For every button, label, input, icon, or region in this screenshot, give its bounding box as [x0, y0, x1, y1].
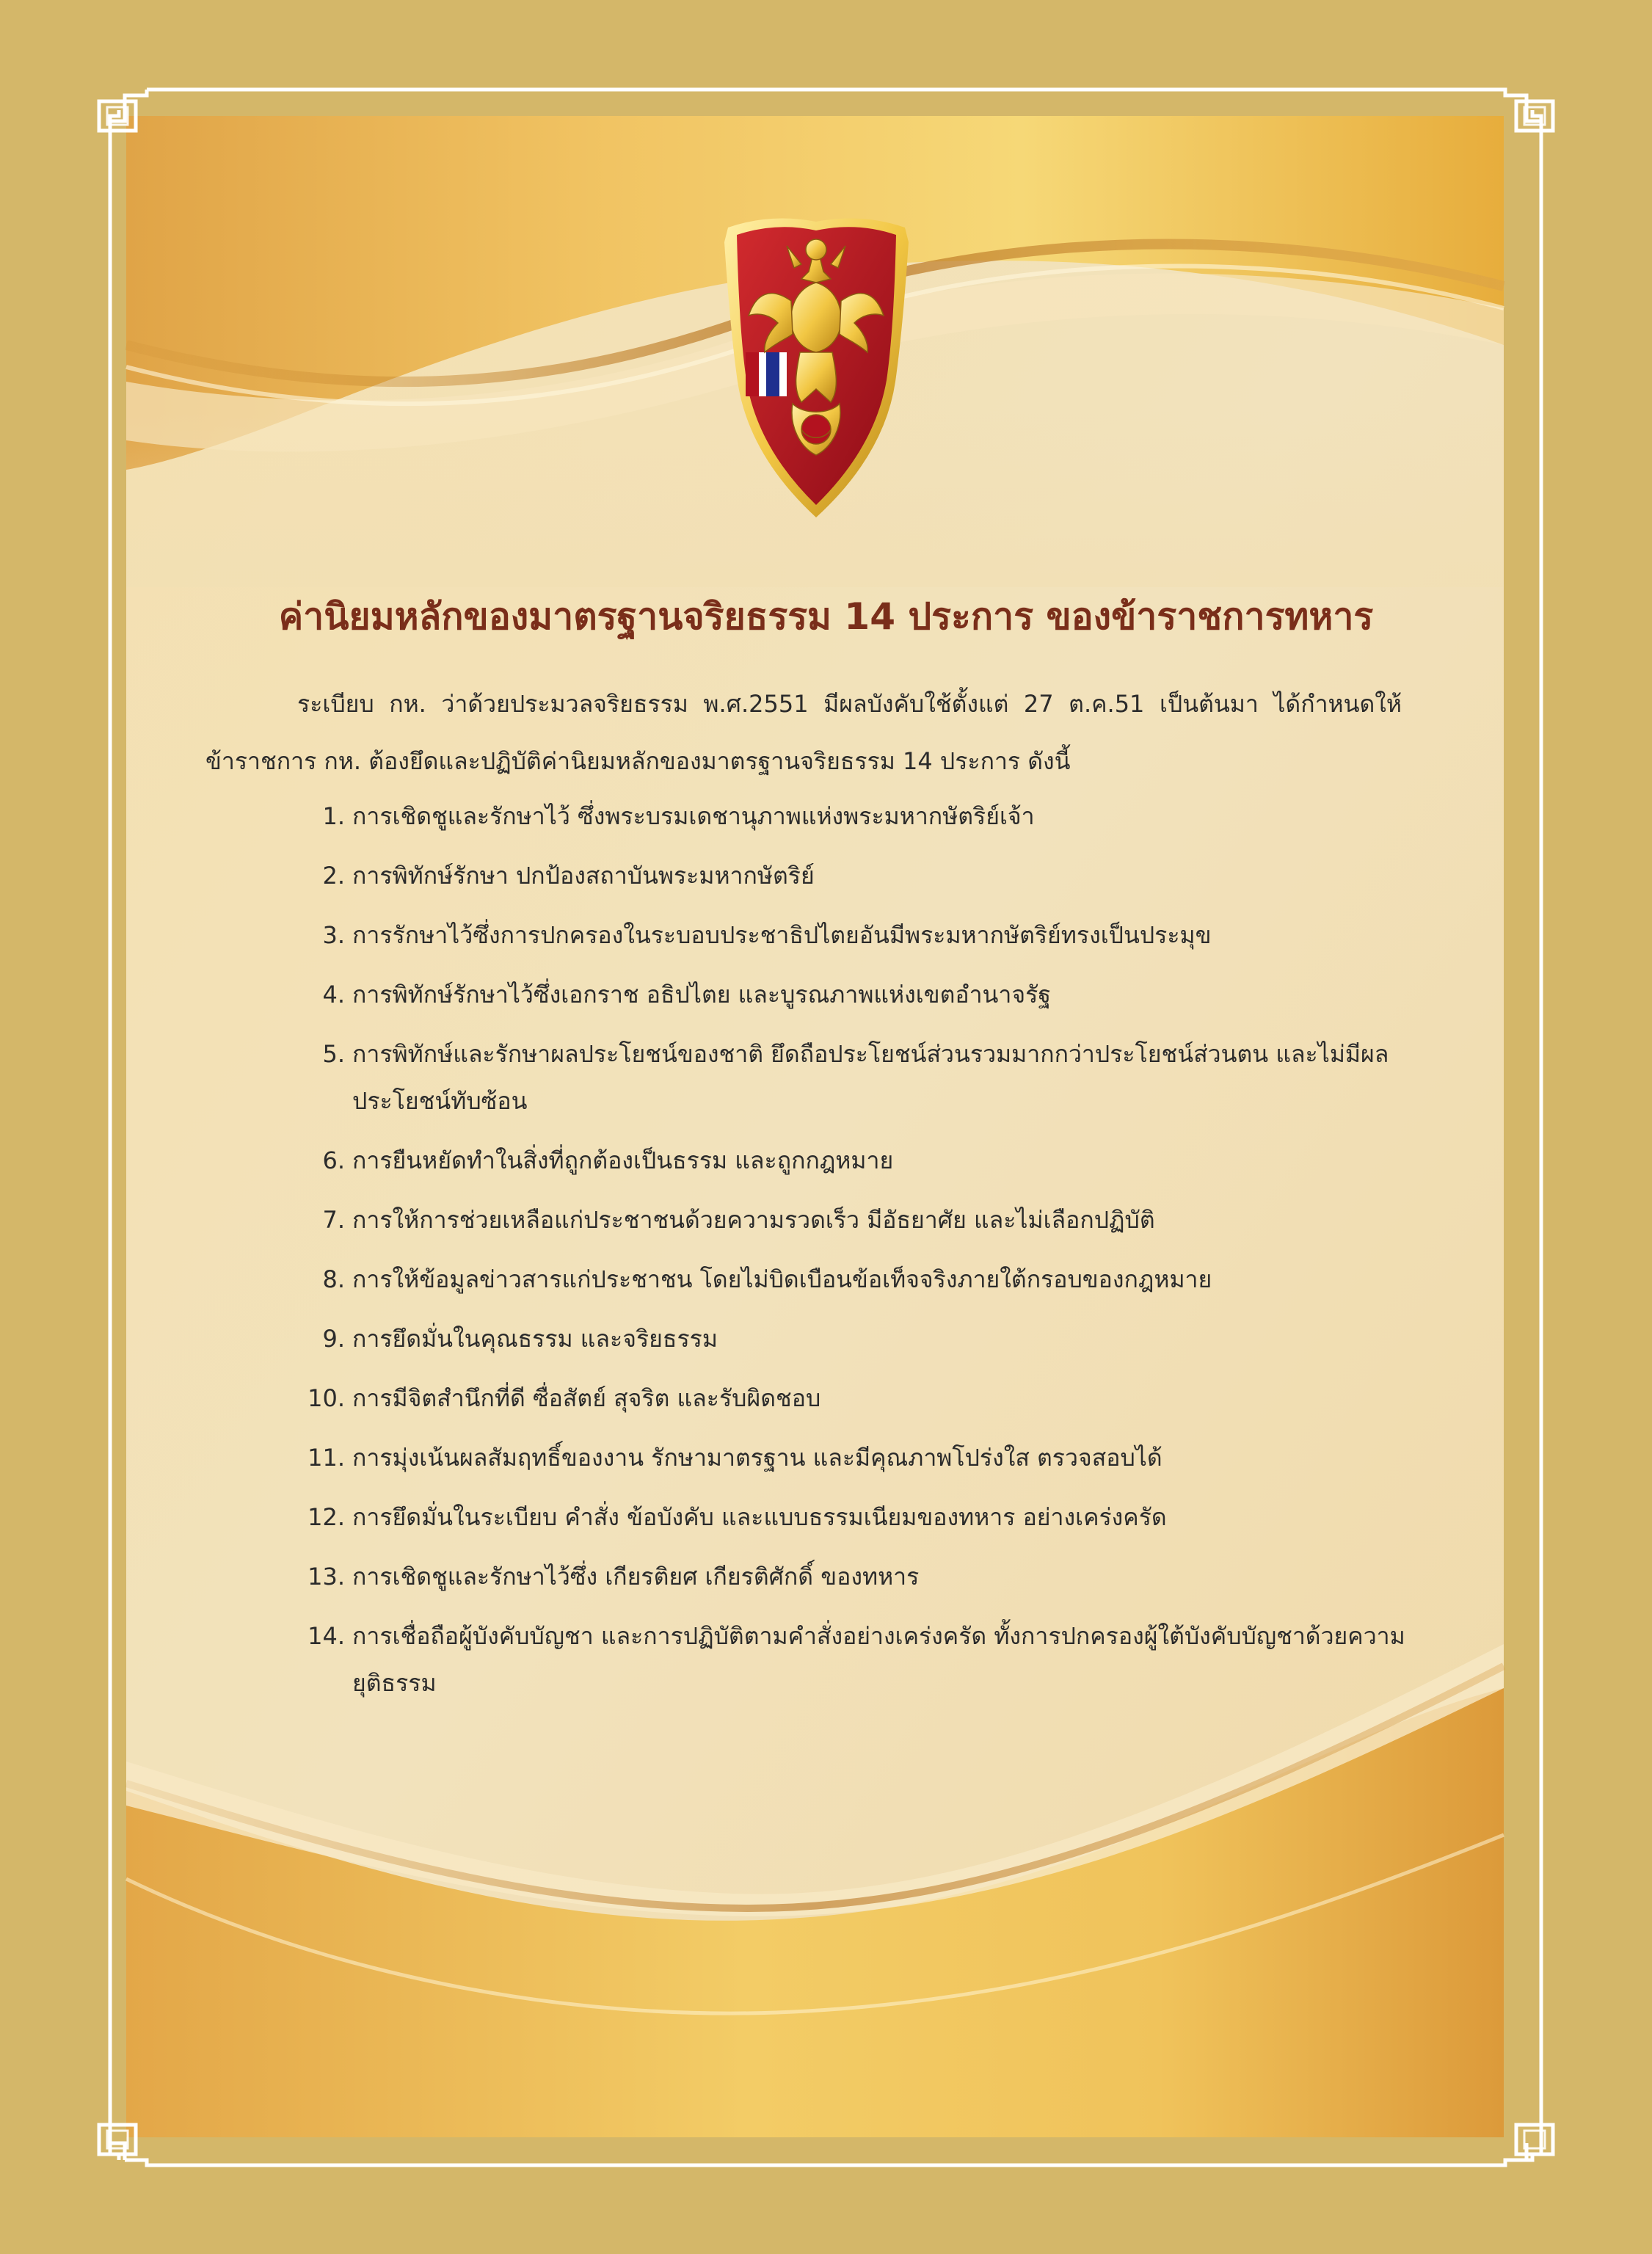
list-item [294, 971, 1409, 1018]
list-item [294, 852, 1409, 899]
list-item [294, 1030, 1409, 1124]
list-item-text: การเชิดชูและรักษาไว้ซึ่ง เกียรติยศ เกียรติศักดิ์ ของทหาร [352, 1563, 920, 1590]
list-item-number: 8. [322, 1265, 345, 1293]
list-item-text: การยึดมั่นในระเบียบ คำสั่ง ข้อบังคับ และแบบธรรมเนียมของทหาร อย่างเคร่งครัด [352, 1503, 1167, 1531]
list-item-text: การพิทักษ์รักษาไว้ซึ่งเอกราช อธิปไตย และบูรณภาพแห่งเขตอำนาจรัฐ [352, 981, 1051, 1008]
list-item [294, 793, 1409, 840]
list-item [294, 912, 1409, 959]
list-item-number: 4. [322, 981, 345, 1008]
list-item-number: 6. [322, 1146, 345, 1174]
list-item [294, 1315, 1409, 1362]
list-item [294, 1494, 1409, 1541]
list-item-number: 5. [322, 1040, 345, 1068]
page-title: ค่านิยมหลักของมาตรฐานจริยธรรม 14 ประการ ของข้าราชการทหาร [278, 595, 1374, 638]
list-item [294, 1434, 1409, 1481]
list-item-text: การรักษาไว้ซึ่งการปกครองในระบอบประชาธิปไตยอันมีพระมหากษัตริย์ทรงเป็นประมุข [352, 921, 1212, 949]
list-item-text: การเชิดชูและรักษาไว้ ซึ่งพระบรมเดชานุภาพแห่งพระมหากษัตริย์เจ้า [352, 802, 1035, 830]
list-item [294, 1196, 1409, 1243]
list-item [294, 1553, 1409, 1600]
list-item-number: 7. [322, 1206, 345, 1234]
list-item-number: 3. [322, 921, 345, 949]
list-item-text: การพิทักษ์และรักษาผลประโยชน์ของชาติ ยึดถือประโยชน์ส่วนรวมมากกว่าประโยชน์ส่วนตน และไม่มีผลประโยชน์ทับซ้อน [352, 1040, 1389, 1115]
list-item-text: การเชื่อถือผู้บังคับบัญชา และการปฏิบัติตามคำสั่งอย่างเคร่งครัด ทั้งการปกครองผู้ใต้บังคับบัญชาด้วยความยุติธรรม [352, 1622, 1405, 1697]
list-item-number: 10. [308, 1384, 345, 1412]
list-item-number: 13. [308, 1563, 345, 1590]
list-item-text: การพิทักษ์รักษา ปกป้องสถาบันพระมหากษัตริย์ [352, 862, 815, 890]
list-item-text: การมุ่งเน้นผลสัมฤทธิ์ของงาน รักษามาตรฐาน และมีคุณภาพโปร่งใส ตรวจสอบได้ [352, 1444, 1162, 1472]
list-item-number: 14. [308, 1622, 345, 1650]
list-item-text: การยึดมั่นในคุณธรรม และจริยธรรม [352, 1325, 718, 1353]
list-item-number: 2. [322, 862, 345, 890]
list-item [294, 1613, 1409, 1706]
list-item [294, 1256, 1409, 1303]
list-item-number: 9. [322, 1325, 345, 1353]
list-item-number: 1. [322, 802, 345, 830]
list-item-text: การให้การช่วยเหลือแก่ประชาชนด้วยความรวดเร็ว มีอัธยาศัย และไม่เลือกปฏิบัติ [352, 1206, 1155, 1234]
list-item-number: 11. [308, 1444, 345, 1472]
core-values-list [294, 793, 1409, 1719]
list-item-text: การยืนหยัดทำในสิ่งที่ถูกต้องเป็นธรรม และถูกกฎหมาย [352, 1146, 894, 1174]
army-garuda-emblem-icon [719, 213, 914, 521]
intro-paragraph: ระเบียบ กห. ว่าด้วยประมวลจริยธรรม พ.ศ.2551 มีผลบังคับใช้ตั้งแต่ 27 ต.ค.51 เป็นต้นมา ได้กำหนดให้ข้าราชการ กห. ต้องยึดและปฏิบัติค่านิยมหลักของมาตรฐานจริยธรรม 14 ประการ ดังนี้ [205, 690, 1402, 775]
list-item [294, 1375, 1409, 1422]
list-item-number: 12. [308, 1503, 345, 1531]
list-item-text: การมีจิตสำนึกที่ดี ซื่อสัตย์ สุจริต และรับผิดชอบ [352, 1384, 821, 1412]
list-item-text: การให้ข้อมูลข่าวสารแก่ประชาชน โดยไม่บิดเบือนข้อเท็จจริงภายใต้กรอบของกฎหมาย [352, 1265, 1212, 1293]
list-item [294, 1137, 1409, 1184]
